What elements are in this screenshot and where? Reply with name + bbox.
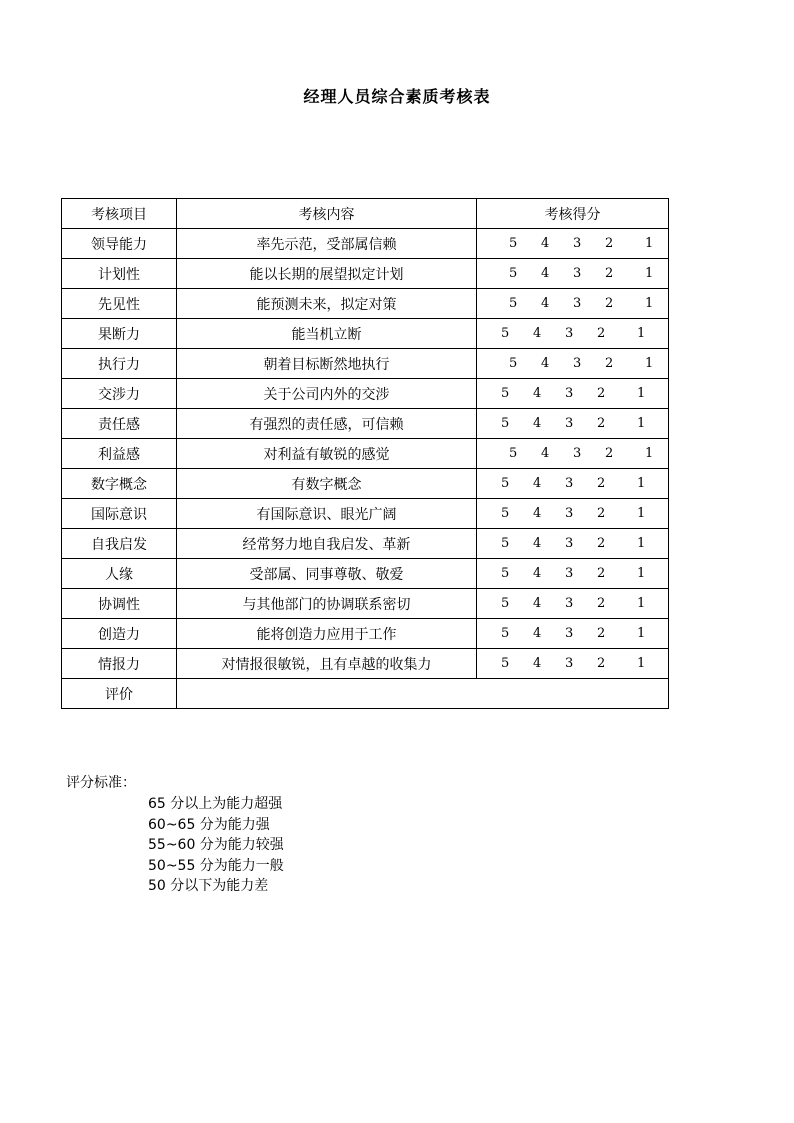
score-option: 3 xyxy=(565,386,574,401)
row-scores xyxy=(477,259,669,289)
row-content: 朝着目标断然地执行 xyxy=(177,349,477,379)
row-item: 国际意识 xyxy=(62,499,177,529)
score-option: 1 xyxy=(637,596,646,611)
score-option: 4 xyxy=(533,416,542,431)
table-row xyxy=(62,289,669,319)
row-content: 有国际意识、眼光广阔 xyxy=(177,499,477,529)
score-option: 3 xyxy=(565,476,574,491)
row-content: 受部属、同事尊敬、敬爱 xyxy=(177,559,477,589)
score-option: 2 xyxy=(597,656,606,671)
score-option: 2 xyxy=(605,296,614,311)
row-scores xyxy=(477,379,669,409)
row-item: 人缘 xyxy=(62,559,177,589)
table-row xyxy=(62,259,669,289)
score-option: 2 xyxy=(597,506,606,521)
score-options xyxy=(477,499,668,528)
score-option: 4 xyxy=(533,476,542,491)
table-row xyxy=(62,619,669,649)
score-option: 4 xyxy=(533,656,542,671)
criteria-item: 60~65 分为能力强 xyxy=(148,816,270,833)
score-option: 4 xyxy=(533,506,542,521)
score-option: 4 xyxy=(541,446,550,461)
score-option: 5 xyxy=(509,356,518,371)
score-option: 1 xyxy=(637,566,646,581)
score-option: 1 xyxy=(645,356,654,371)
score-option: 1 xyxy=(637,476,646,491)
score-option: 2 xyxy=(597,326,606,341)
score-option: 1 xyxy=(645,296,654,311)
row-content: 能以长期的展望拟定计划 xyxy=(177,259,477,289)
score-option: 4 xyxy=(533,626,542,641)
header-row xyxy=(62,199,669,229)
score-option: 1 xyxy=(637,536,646,551)
score-option: 3 xyxy=(573,296,582,311)
table-row xyxy=(62,349,669,379)
criteria-item: 50 分以下为能力差 xyxy=(148,878,269,894)
row-item: 先见性 xyxy=(62,289,177,319)
row-item: 协调性 xyxy=(62,589,177,619)
score-option: 4 xyxy=(533,536,542,551)
row-item: 交涉力 xyxy=(62,379,177,409)
score-option: 1 xyxy=(637,656,646,671)
row-scores xyxy=(477,229,669,259)
score-options xyxy=(477,619,668,648)
score-option: 2 xyxy=(605,356,614,371)
table-row xyxy=(62,649,669,679)
score-option: 2 xyxy=(605,236,614,251)
score-option: 5 xyxy=(501,626,510,641)
score-option: 5 xyxy=(501,416,510,431)
criteria-item: 65 分以上为能力超强 xyxy=(148,796,283,812)
score-options xyxy=(477,319,668,348)
score-option: 3 xyxy=(565,416,574,431)
score-option: 1 xyxy=(637,386,646,401)
criteria-list xyxy=(148,794,284,897)
row-item: 自我启发 xyxy=(62,529,177,559)
criteria-item: 50~55 分为能力一般 xyxy=(148,857,284,874)
table-row xyxy=(62,379,669,409)
score-option: 2 xyxy=(597,476,606,491)
score-option: 2 xyxy=(597,566,606,581)
row-scores xyxy=(477,499,669,529)
row-content: 有强烈的责任感，可信赖 xyxy=(177,409,477,439)
score-option: 5 xyxy=(509,266,518,281)
table-row xyxy=(62,229,669,259)
evaluation-label: 评价 xyxy=(62,679,177,709)
score-option: 5 xyxy=(501,476,510,491)
score-options xyxy=(477,379,668,408)
score-option: 4 xyxy=(533,596,542,611)
table-row xyxy=(62,499,669,529)
header-score: 考核得分 xyxy=(477,199,669,229)
evaluation-table-body xyxy=(62,199,669,709)
score-options xyxy=(477,439,668,468)
score-option: 1 xyxy=(645,236,654,251)
score-option: 2 xyxy=(605,446,614,461)
score-option: 1 xyxy=(637,506,646,521)
row-item: 执行力 xyxy=(62,349,177,379)
score-option: 3 xyxy=(573,446,582,461)
row-content: 能将创造力应用于工作 xyxy=(177,619,477,649)
score-option: 3 xyxy=(573,356,582,371)
row-scores xyxy=(477,409,669,439)
score-options xyxy=(477,469,668,498)
score-options xyxy=(477,409,668,438)
row-item: 领导能力 xyxy=(62,229,177,259)
evaluation-table xyxy=(61,198,669,709)
row-item: 利益感 xyxy=(62,439,177,469)
score-option: 5 xyxy=(509,236,518,251)
score-options xyxy=(477,529,668,558)
page-title: 经理人员综合素质考核表 xyxy=(303,87,491,106)
table-row xyxy=(62,409,669,439)
score-option: 3 xyxy=(573,236,582,251)
row-content: 与其他部门的协调联系密切 xyxy=(177,589,477,619)
score-options xyxy=(477,259,668,288)
score-option: 5 xyxy=(501,536,510,551)
evaluation-value xyxy=(177,679,669,709)
criteria-item: 55~60 分为能力较强 xyxy=(148,837,284,853)
row-item: 计划性 xyxy=(62,259,177,289)
score-option: 4 xyxy=(533,326,542,341)
score-option: 2 xyxy=(605,266,614,281)
row-scores xyxy=(477,289,669,319)
row-content: 能预测未来，拟定对策 xyxy=(177,289,477,319)
score-option: 5 xyxy=(509,296,518,311)
table-row xyxy=(62,529,669,559)
score-option: 2 xyxy=(597,416,606,431)
row-scores xyxy=(477,589,669,619)
row-content: 有数字概念 xyxy=(177,469,477,499)
row-content: 对情报很敏锐，且有卓越的收集力 xyxy=(177,649,477,679)
score-option: 4 xyxy=(541,356,550,371)
score-options xyxy=(477,649,668,678)
score-option: 3 xyxy=(565,536,574,551)
score-option: 4 xyxy=(541,296,550,311)
header-item: 考核项目 xyxy=(62,199,177,229)
score-option: 1 xyxy=(637,326,646,341)
score-option: 2 xyxy=(597,626,606,641)
row-scores xyxy=(477,649,669,679)
score-option: 5 xyxy=(501,596,510,611)
score-options xyxy=(477,289,668,318)
table-row xyxy=(62,439,669,469)
score-option: 4 xyxy=(541,236,550,251)
score-option: 3 xyxy=(565,566,574,581)
row-item: 情报力 xyxy=(62,649,177,679)
score-option: 5 xyxy=(501,326,510,341)
score-options xyxy=(477,559,668,588)
row-item: 果断力 xyxy=(62,319,177,349)
table-row xyxy=(62,559,669,589)
row-scores xyxy=(477,529,669,559)
score-option: 1 xyxy=(645,266,654,281)
row-scores xyxy=(477,619,669,649)
row-content: 经常努力地自我启发、革新 xyxy=(177,529,477,559)
score-option: 2 xyxy=(597,536,606,551)
row-content: 关于公司内外的交涉 xyxy=(177,379,477,409)
table-row xyxy=(62,319,669,349)
score-option: 3 xyxy=(565,506,574,521)
score-option: 4 xyxy=(533,386,542,401)
score-option: 3 xyxy=(565,656,574,671)
score-option: 4 xyxy=(541,266,550,281)
row-content: 能当机立断 xyxy=(177,319,477,349)
row-scores xyxy=(477,469,669,499)
score-option: 1 xyxy=(645,446,654,461)
row-item: 责任感 xyxy=(62,409,177,439)
row-item: 创造力 xyxy=(62,619,177,649)
score-option: 5 xyxy=(501,506,510,521)
score-options xyxy=(477,229,668,258)
score-option: 3 xyxy=(565,596,574,611)
score-option: 2 xyxy=(597,386,606,401)
score-option: 2 xyxy=(597,596,606,611)
row-scores xyxy=(477,439,669,469)
score-option: 4 xyxy=(533,566,542,581)
row-content: 对利益有敏锐的感觉 xyxy=(177,439,477,469)
score-option: 1 xyxy=(637,626,646,641)
score-option: 3 xyxy=(573,266,582,281)
score-option: 5 xyxy=(501,656,510,671)
table-row xyxy=(62,469,669,499)
score-option: 5 xyxy=(509,446,518,461)
row-content: 率先示范，受部属信赖 xyxy=(177,229,477,259)
score-option: 5 xyxy=(501,386,510,401)
row-scores xyxy=(477,559,669,589)
score-option: 3 xyxy=(565,326,574,341)
score-option: 3 xyxy=(565,626,574,641)
row-scores xyxy=(477,319,669,349)
header-content: 考核内容 xyxy=(177,199,477,229)
score-options xyxy=(477,589,668,618)
evaluation-row xyxy=(62,679,669,709)
score-option: 1 xyxy=(637,416,646,431)
row-scores xyxy=(477,349,669,379)
row-item: 数字概念 xyxy=(62,469,177,499)
table-row xyxy=(62,589,669,619)
score-options xyxy=(477,349,668,378)
score-option: 5 xyxy=(501,566,510,581)
criteria-title: 评分标准： xyxy=(66,775,136,791)
